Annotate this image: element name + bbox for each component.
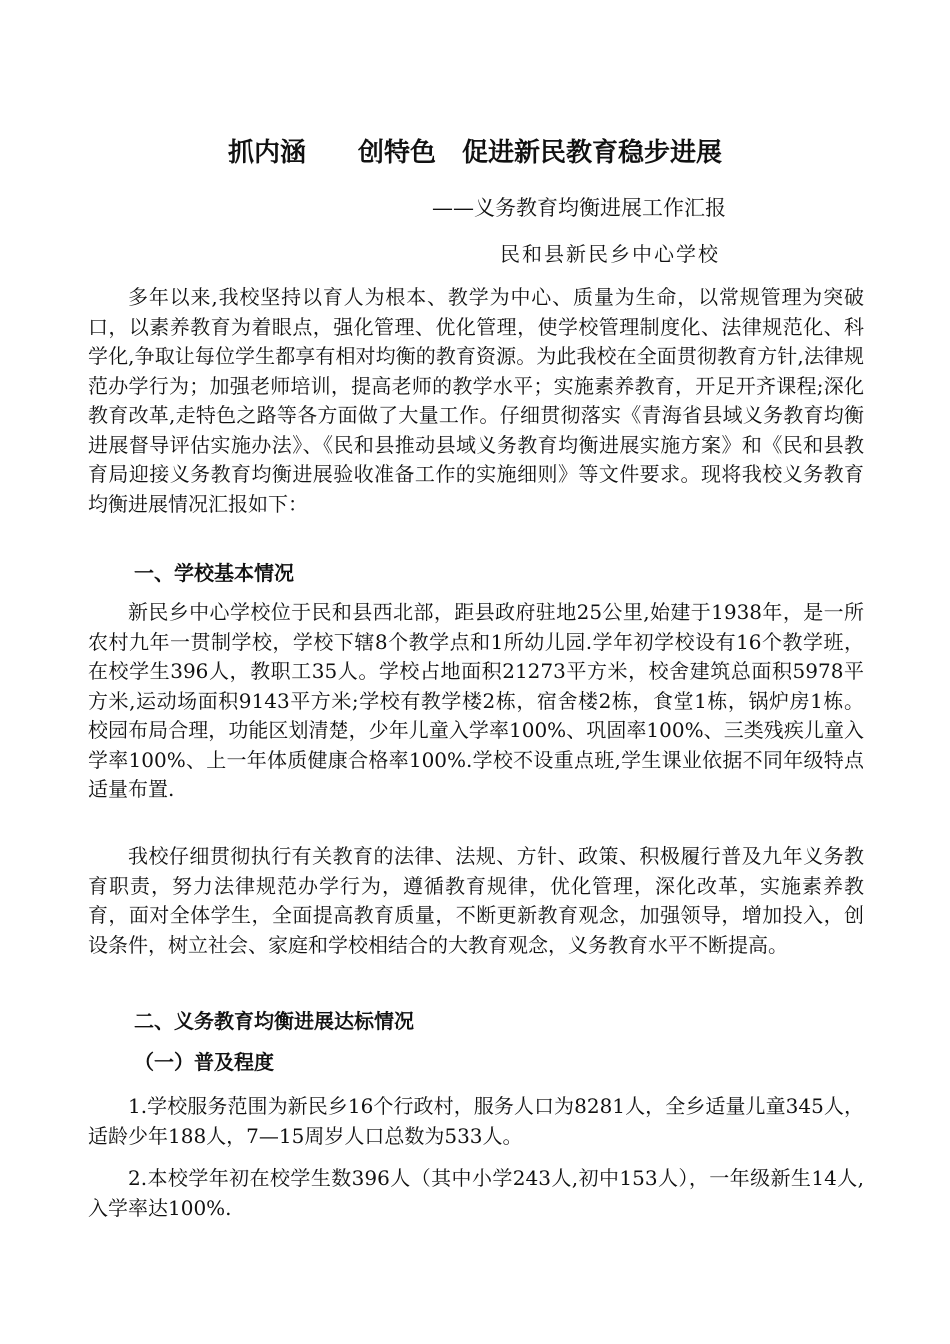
section-2-heading: 二、义务教育均衡进展达标情况	[134, 1009, 414, 1033]
section-1-paragraph-1: 新民乡中心学校位于民和县西北部，距县政府驻地25公里,始建于1938年，是一所农村九年一贯制学校，学校下辖8个教学点和1所幼儿园.学年初学校设有16个教学班，在校学生396人，教职工35人。学校占地面积21273平方米，校舍建筑总面积5978平方米,运动场面积9143平方米;学校有教学楼2栋，宿舍楼2栋，食堂1栋，锅炉房1栋。 校园布局合理，功能区划清楚，少年儿童入学率100%、巩固率100%、三类残疾儿童入学率100%、上一年体质健康合格率100%.学校不设重点班,学生课业依据不同年级特点适量布置.	[88, 600, 864, 801]
section-1-heading: 一、学校基本情况	[134, 561, 294, 585]
section-1-paragraph-2: 我校仔细贯彻执行有关教育的法律、法规、方针、政策、积极履行普及九年义务教育职责，努力法律规范办学行为，遵循教育规律，优化管理，深化改革，实施素养教育，面对全体学生，全面提高教育质量，不断更新教育观念，加强领导，增加投入，创设条件，树立社会、家庭和学校相结合的大教育观念，义务教育水平不断提高。	[88, 844, 864, 957]
intro-paragraph: 多年以来,我校坚持以育人为根本、教学为中心、质量为生命，以常规管理为突破口，以素养教育为着眼点，强化管理、优化管理，使学校管理制度化、法律规范化、科学化,争取让每位学生都享有相对均衡的教育资源。为此我校在全面贯彻教育方针,法律规范办学行为；加强老师培训，提高老师的教学水平；实施素养教育，开足开齐课程;深化教育改革,走特色之路等各方面做了大量工作。仔细贯彻落实《青海省县域义务教育均衡进展督导评估实施办法》、《民和县推动县域义务教育均衡进展实施方案》和《民和县教育局迎接义务教育均衡进展验收准备工作的实施细则》等文件要求。现将我校义务教育均衡进展情况汇报如下：	[88, 285, 864, 516]
subsection-1-heading: （一）普及程度	[134, 1050, 274, 1074]
item-1-paragraph: 1.学校服务范围为新民乡16个行政村，服务人口为8281人，全乡适量儿童345人，适龄少年188人，7—15周岁人口总数为533人。	[88, 1094, 864, 1148]
document-subtitle: ——义务教育均衡进展工作汇报	[432, 196, 726, 220]
document-author: 民和县新民乡中心学校	[500, 242, 720, 266]
document-title: 抓内涵 创特色 促进新民教育稳步进展	[227, 138, 722, 168]
item-2-paragraph: 2.本校学年初在校学生数396人（其中小学243人,初中153人），一年级新生14人,入学率达100%.	[88, 1166, 864, 1220]
